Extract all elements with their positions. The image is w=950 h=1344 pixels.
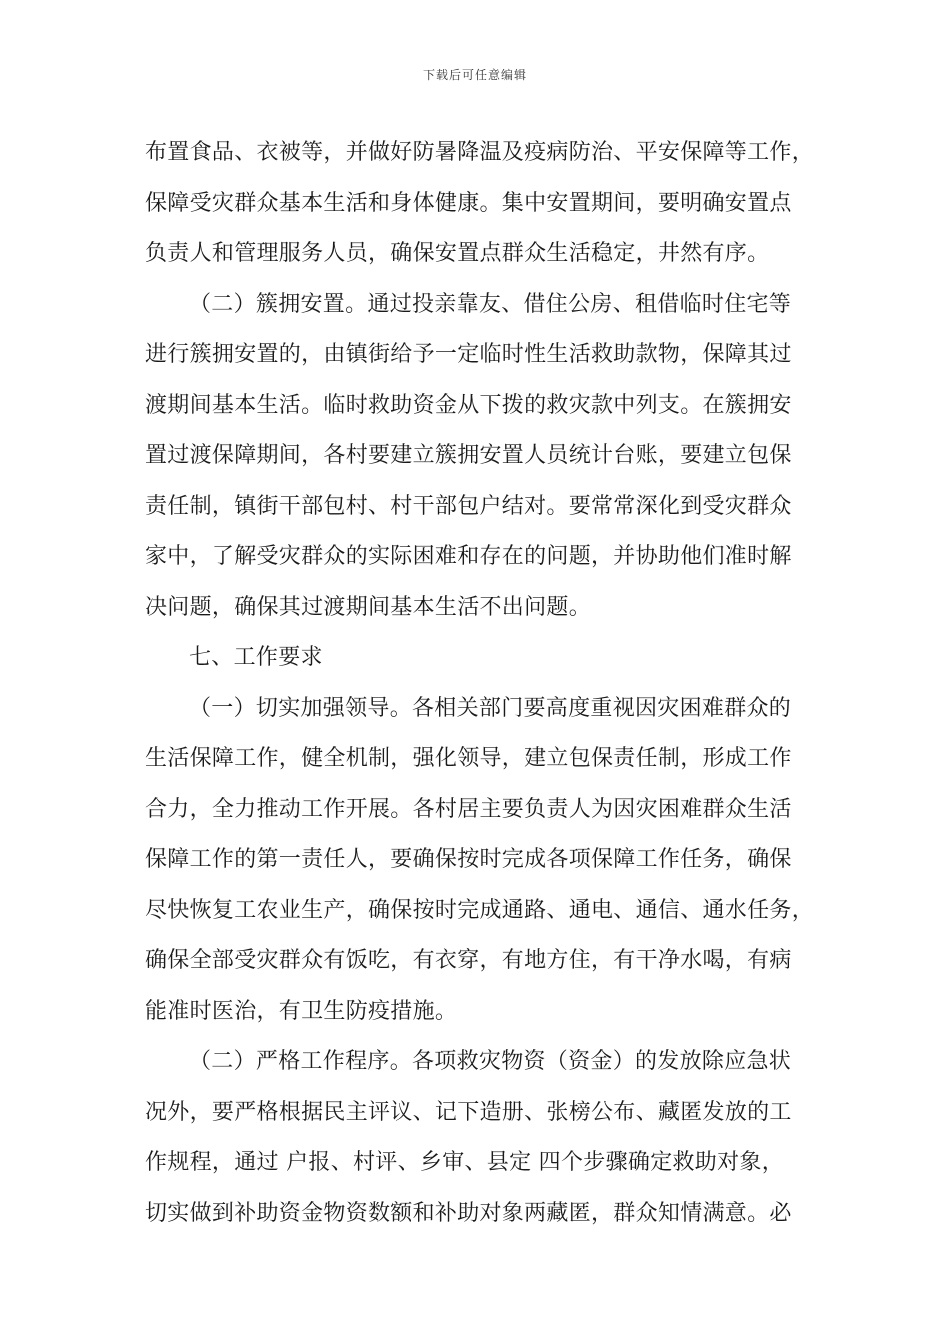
text-line: 确保全部受灾群众有饭吃，有衣穿，有地方住，有干净水喝，有病: [145, 948, 792, 973]
text-line: 切实做到补助资金物资数额和补助对象两藏匿，群众知情满意。必: [145, 1200, 792, 1226]
text-line: 决问题，确保其过渡期间基本生活不出问题。: [145, 594, 592, 620]
text-line: 作规程，通过 户报、村评、乡审、县定 四个步骤确定救助对象，: [145, 1150, 784, 1175]
text-line: 置过渡保障期间，各村要建立簇拥安置人员统计台账，要建立包保: [145, 443, 792, 468]
document-body: [145, 128, 815, 1239]
text-line: 生活保障工作，健全机制，强化领导，建立包保责任制，形成工作: [145, 746, 792, 771]
text-line: 渡期间基本生活。临时救助资金从下拨的救灾款中列支。在簇拥安: [145, 392, 792, 418]
text-line: 能准时医治，有卫生防疫措施。: [145, 998, 458, 1024]
text-line: （二）簇拥安置。通过投亲靠友、借住公房、租借临时住宅等: [189, 291, 792, 317]
text-line: 七、工作要求: [189, 645, 323, 670]
page-header: 下载后可任意编辑: [422, 68, 527, 82]
text-line: 布置食品、衣被等，并做好防暑降温及疫病防治、平安保障等工作，: [145, 140, 815, 165]
text-line: （二）严格工作程序。各项救灾物资（资金）的发放除应急状: [189, 1049, 792, 1074]
text-line: 负责人和管理服务人员，确保安置点群众生活稳定，井然有序。: [145, 241, 770, 266]
text-line: 尽快恢复工农业生产，确保按时完成通路、通电、通信、通水任务，: [145, 897, 815, 923]
text-line: 家中，了解受灾群众的实际困难和存在的问题，并协助他们准时解: [145, 544, 792, 569]
text-line: （一）切实加强领导。各相关部门要高度重视因灾困难群众的: [189, 695, 792, 721]
text-line: 进行簇拥安置的，由镇街给予一定临时性生活救助款物，保障其过: [145, 342, 792, 367]
text-line: 合力，全力推动工作开展。各村居主要负责人为因灾困难群众生活: [145, 796, 792, 822]
text-line: 责任制，镇街干部包村、村干部包户结对。要常常深化到受灾群众: [145, 493, 792, 519]
text-line: 保障受灾群众基本生活和身体健康。集中安置期间，要明确安置点: [145, 190, 792, 216]
text-line: 保障工作的第一责任人，要确保按时完成各项保障工作任务，确保: [145, 847, 792, 872]
text-line: 况外，要严格根据民主评议、记下造册、张榜公布、藏匿发放的工: [145, 1099, 792, 1125]
